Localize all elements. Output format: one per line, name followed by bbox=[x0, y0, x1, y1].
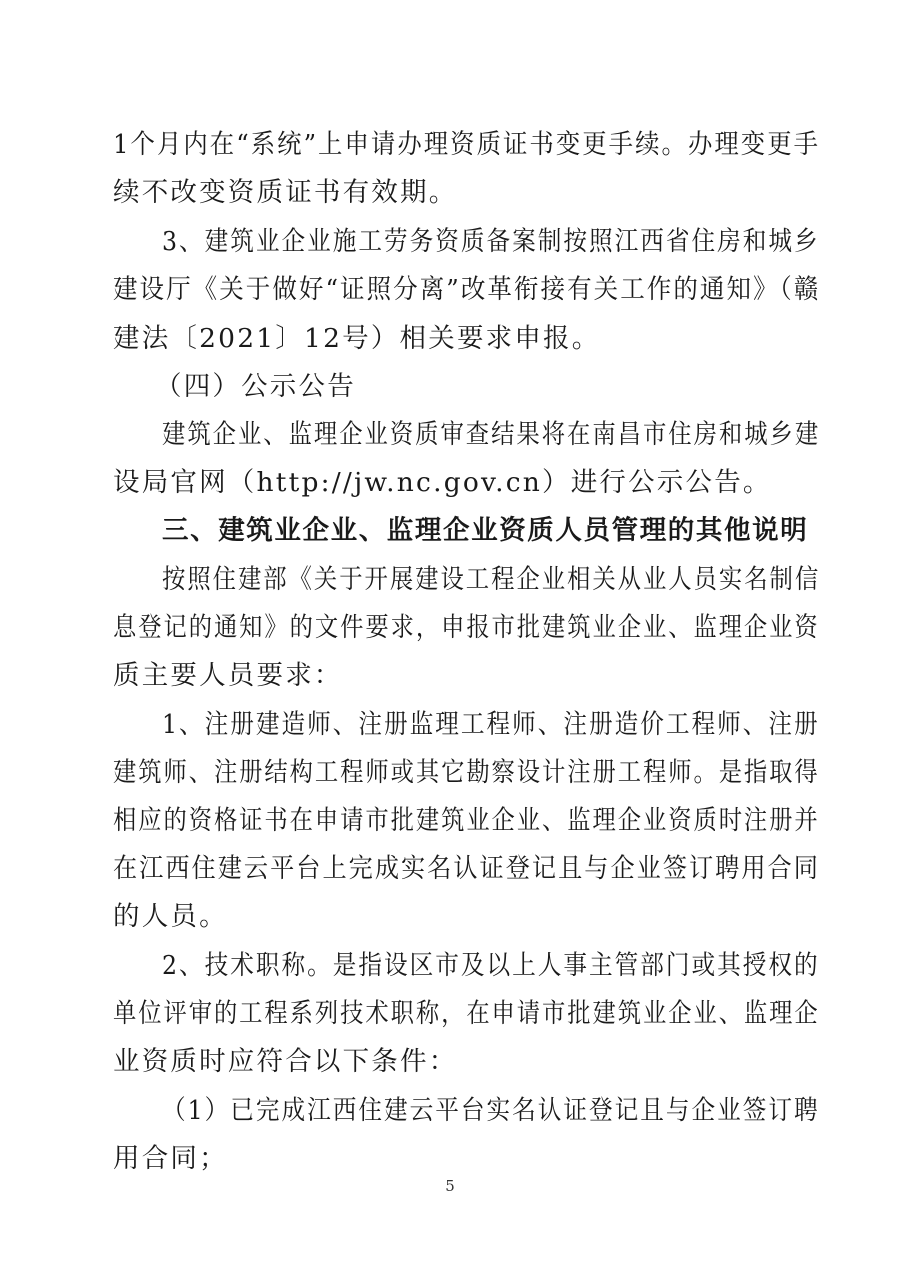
text-line: 续不改变资质证书有效期。 bbox=[113, 177, 458, 208]
text-line: 息登记的通知》的文件要求，申报市批建筑业企业、监理企业资 bbox=[113, 612, 820, 643]
text-line: 单位评审的工程系列技术职称，在申请市批建筑业企业、监理企 bbox=[113, 998, 820, 1029]
text-line: 质主要人员要求： bbox=[113, 660, 343, 691]
text-line: 设局官网（http://jw.nc.gov.cn）进行公示公告。 bbox=[113, 467, 772, 498]
page-number: 5 bbox=[445, 1177, 455, 1195]
text-line: 业资质时应符合以下条件： bbox=[113, 1046, 458, 1077]
section-heading: 三、建筑业企业、监理企业资质人员管理的其他说明 bbox=[162, 515, 809, 546]
text-line: 用合同； bbox=[113, 1143, 228, 1174]
section-heading: （四）公示公告 bbox=[155, 371, 356, 402]
text-line: 在江西住建云平台上完成实名认证登记且与企业签订聘用合同 bbox=[113, 853, 820, 884]
text-line: 1、注册建造师、注册监理工程师、注册造价工程师、注册 bbox=[162, 709, 820, 740]
text-line: 按照住建部《关于开展建设工程企业相关从业人员实名制信 bbox=[162, 564, 821, 595]
text-line: 2、技术职称。是指设区市及以上人事主管部门或其授权的 bbox=[162, 950, 820, 981]
text-line: 建筑师、注册结构工程师或其它勘察设计注册工程师。是指取得 bbox=[113, 757, 820, 788]
text-line: 建设厅《关于做好“证照分离”改革衔接有关工作的通知》（赣 bbox=[113, 274, 821, 305]
text-line: 的人员。 bbox=[113, 901, 228, 932]
text-line: 相应的资格证书在申请市批建筑业企业、监理企业资质时注册并 bbox=[113, 805, 820, 836]
text-line: 1个月内在“系统”上申请办理资质证书变更手续。办理变更手 bbox=[113, 129, 821, 160]
text-line: 3、建筑业企业施工劳务资质备案制按照江西省住房和城乡 bbox=[162, 226, 820, 257]
text-line: 建筑企业、监理企业资质审查结果将在南昌市住房和城乡建 bbox=[162, 419, 821, 450]
text-line: 建法〔2021〕12号）相关要求申报。 bbox=[113, 323, 601, 354]
text-line: （1）已完成江西住建云平台实名认证登记且与企业签订聘 bbox=[162, 1095, 820, 1126]
